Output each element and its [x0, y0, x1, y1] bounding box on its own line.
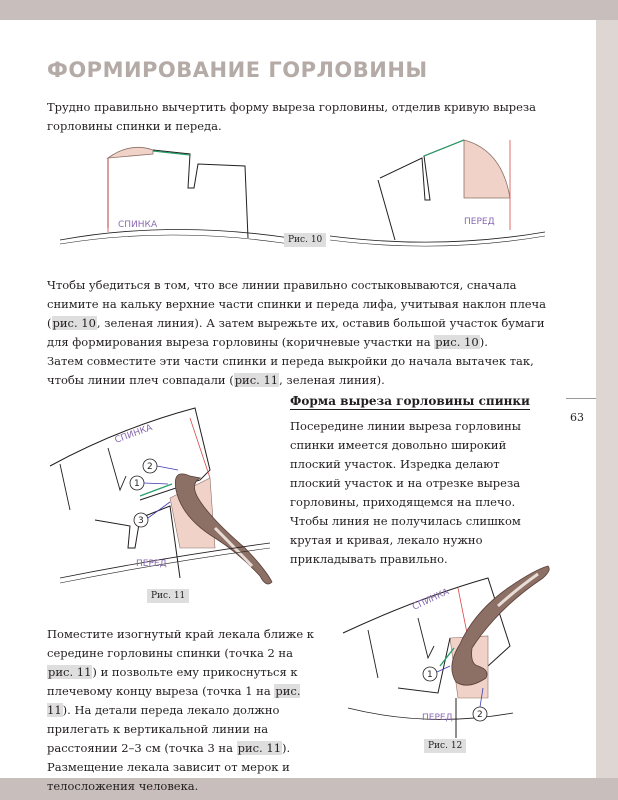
fig11-marker-2: 2: [147, 462, 153, 472]
fig10-front-outline: [378, 140, 464, 240]
fig-ref-link[interactable]: рис. 10: [52, 316, 96, 330]
para2-text2: , зеленая линия). А затем вырежьте их, оставив большой участок бумаги для формирования выреза горловины (коричневые участки на: [47, 316, 545, 349]
para3-t3: ). На детали переда лекало должно прилегать к вертикальной линии на расстоянии 2–3 см (точка 3 на: [47, 703, 280, 755]
intro-text: Трудно правильно вычертить форму выреза горловины, отделив кривую выреза горловины спинки и переда.: [47, 100, 537, 133]
fig11-pointer-1: [144, 483, 168, 484]
fig11-caption: Рис. 11: [147, 589, 189, 603]
fig12-marker-1: 1: [427, 670, 433, 680]
fig12-dart: [368, 618, 434, 678]
fig-ref-link[interactable]: рис. 11: [234, 373, 279, 387]
para3-t4: ). Размещение лекала зависит от мерок и телосложения человека.: [47, 741, 291, 793]
fig-ref-link[interactable]: рис. 11: [237, 741, 282, 755]
fig10-front-label: ПЕРЕД: [464, 217, 495, 227]
fig10-back-label: СПИНКА: [118, 220, 158, 230]
fig10-caption: Рис. 10: [284, 233, 326, 247]
figure-12: [338, 548, 578, 748]
section-heading: Форма выреза горловины спинки: [290, 394, 530, 408]
fig12-ruler-slot: [498, 574, 538, 606]
fig10-front-neck-fill: [464, 140, 510, 198]
top-bar: [0, 0, 618, 20]
side-bar: [596, 20, 618, 778]
fig11-marker-3: 3: [138, 516, 144, 526]
fig10-back-hem2: [60, 235, 290, 244]
fig-ref-link[interactable]: рис. 10: [435, 335, 479, 349]
para2-text3: ).: [479, 335, 488, 349]
page-number: 63: [570, 411, 584, 424]
fig11-pointer-2: [157, 466, 178, 470]
fig12-back-label: СПИНКА: [411, 587, 451, 613]
paragraph-2-main: [47, 276, 562, 352]
fig11-pointer-3: [148, 502, 170, 518]
page-marker-line: [566, 398, 596, 399]
paragraph-2-second: [47, 352, 562, 390]
page-title: ФОРМИРОВАНИЕ ГОРЛОВИНЫ: [47, 58, 428, 82]
fig12-front-label: ПЕРЕД: [422, 713, 453, 723]
fig11-ruler-slot: [215, 528, 252, 566]
para2-line2-text2: , зеленая линия).: [279, 373, 385, 387]
paragraph-3: [47, 625, 319, 796]
section-body: [290, 417, 552, 569]
paragraph-3-text: [47, 625, 319, 796]
fig-ref-link[interactable]: рис. 11: [48, 665, 92, 679]
figure-11: [40, 398, 290, 598]
intro-paragraph: [47, 98, 557, 136]
fig12-caption: Рис. 12: [424, 739, 466, 753]
fig11-back-label: СПИНКА: [113, 423, 154, 446]
fig11-back-dart: [60, 448, 126, 510]
fig11-front-label: ПЕРЕД: [136, 559, 167, 569]
fig10-front-green-line: [424, 140, 464, 156]
paragraph-2: [47, 276, 562, 390]
para3-t1: Поместите изогнутый край лекала ближе к середине горловины спинки (точка 2 на: [47, 627, 314, 660]
fig12-ruler: [452, 566, 549, 685]
fig-ref-link[interactable]: рис. 11: [47, 684, 301, 717]
fig10-back-neck-fill: [108, 147, 153, 158]
fig11-marker-1: 1: [134, 479, 140, 489]
fig12-marker-2: 2: [477, 710, 483, 720]
section-body-text: Посередине линии выреза горловины спинки имеется довольно широкий плоский участок. Изредка делают плоский участок и на отрезке выреза горловины, приходящемся на плечо. Чтобы линия не получилась слишком крутая и кривая, лекало нужно прикладывать правильно.: [290, 419, 521, 566]
fig10-front-hem2: [330, 236, 545, 246]
para2-text1: Чтобы убедиться в том, что все линии правильно состыковываются, сначала снимите на кальку верхние части спинки и переда лифа, учитывая наклон плеча (: [47, 278, 547, 330]
para3-t2: ) и позвольте ему прикоснуться к плечевому концу выреза (точка 1 на: [47, 665, 298, 698]
para2-line2-text1: Затем совместите эти части спинки и переда выкройки до начала вытачек так, чтобы линии плеч совпадали (: [47, 354, 534, 387]
